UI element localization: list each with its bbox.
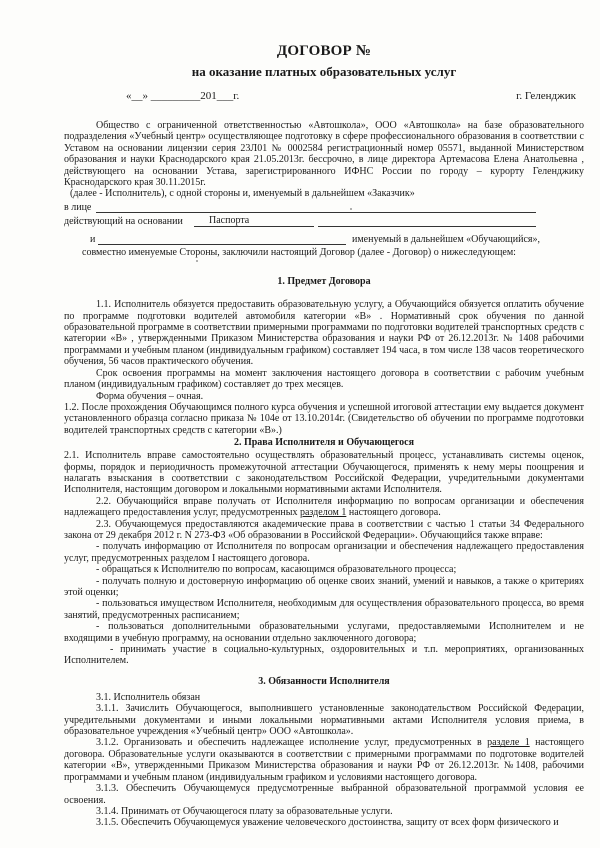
section-2-bullet-2: - обращаться к Исполнителю по вопросам, касающимся образовательного процесса;	[96, 564, 457, 576]
in-person-label: в лице	[64, 201, 92, 213]
date-line	[64, 90, 584, 106]
section-2-bullet-1: - получать информацию от Исполнителя по вопросам организации и обеспечения надлежащего предоставления услуг, предусмотренных разделом I настоящего договора.	[64, 541, 584, 564]
section-2-title: 2. Права Исполнителя и Обучающегося	[233, 437, 415, 449]
section-3-p2: 3.1.1. Зачислить Обучающегося, выполнившего установленные законодательством Российской Федерации, учредительными документами и иными локальными нормативными актами Исполнителя условия приема, в образовательное учреждения «Учебный центр» ООО «Автошкола».	[64, 703, 584, 738]
section-1-p2: Срок освоения программы на момент заключения настоящего договора в соответствии с рабочим учебным планом (индивидуальным графиком) составляет до трех месяцев.	[64, 367, 584, 391]
section-2-bullet-4: - пользоваться имуществом Исполнителя, необходимым для осуществления образовательного процесса, во время занятий, предусмотренных расписанием;	[64, 598, 584, 621]
contract-subtitle: на оказание платных образовательных услуг	[191, 64, 457, 79]
section-2-bullet-5: - пользоваться дополнительными образовательными услугами, предоставляемыми Исполнителем и не входящими в учебную программу, на основании отдельно заключенного договора;	[64, 621, 584, 644]
student-suffix: именуемый в дальнейшем «Обучающийся»,	[352, 233, 540, 245]
section-1-p3: Форма обучения – очная.	[96, 390, 204, 402]
section-2-p3: 2.3. Обучающемуся предоставляются академические права в соответствии с частью 1 статьи 34 Федерального закона от 29 декабря 2012 г. N 273-ФЗ «Об образовании в Российской Федерации». Обучающийся также вправе:	[64, 518, 584, 541]
section-3-p1: 3.1. Исполнитель обязан	[96, 691, 201, 703]
section-3-p3-start: 3.1.2. Организовать и обеспечить надлежащее исполнение услуг, предусмотренных в	[96, 737, 488, 749]
section-3-p3-link: разделе 1	[487, 737, 530, 749]
section-1-p4: 1.2. После прохождения Обучающимся полного курса обучения и успешной итоговой аттестации ему выдается документ установленного образца согласно приказа № 104е от 13.10.2014г. (Свидетельство об обучении по программе подготовки водителей транспортных средств с категории «В».)	[64, 401, 584, 436]
in-person-underline	[96, 212, 536, 213]
scan-speck	[350, 208, 352, 210]
section-2-p2-end: настоящего договора.	[346, 507, 441, 519]
section-1-title: 1. Предмет Договора	[277, 276, 371, 288]
acting-label: действующий на основании	[64, 215, 183, 227]
student-underline	[98, 244, 346, 245]
section-2-p1: 2.1. Исполнитель вправе самостоятельно осуществлять образовательный процесс, устанавливать системы оценок, формы, порядок и периодичность промежуточной аттестации Обучающегося, применять к нему меры поощрения и налагать взыскания в соответствии с законодательством Российской Федерации, учредительными документами Исполнителя, настоящим договором и локальными нормативными актами Исполнителя.	[64, 450, 584, 496]
student-field	[64, 232, 584, 246]
acting-field	[64, 214, 584, 228]
section-2-bullet-6: - принимать участие в социально-культурных, оздоровительных и т.п. мероприятиях, организованных Исполнителем.	[64, 644, 584, 667]
section-3-p5: 3.1.4. Принимать от Обучающегося плату за образовательные услуги.	[96, 805, 393, 817]
section-3-p3	[64, 737, 584, 783]
section-3-title: 3. Обязанности Исполнителя	[258, 675, 390, 687]
contract-date: «__» _________201___г.	[126, 90, 240, 102]
scan-speck	[196, 260, 198, 262]
section-3-p3-end: настоящего договора. Образовательные услуги оказываются в соответствии с примерными программами по подготовке водителей категории «В», утвержденными Приказом Министерства образования и науки РФ от 26.12.2013г. №1408, рабочими программами и учебным планом (индивидуальным графиком и условиями настоящего договора.	[64, 737, 584, 783]
student-prefix: и	[90, 233, 96, 245]
section-2-bullet-3: - получать полную и достоверную информацию об оценке своих знаний, умений и навыков, а также о критериях этой оценки;	[64, 575, 584, 598]
in-person-field	[64, 200, 584, 214]
acting-underline	[194, 226, 314, 227]
section-3-p4: 3.1.3. Обеспечить Обучающемуся предусмотренные выбранной образовательной программой условия ее освоения.	[64, 783, 584, 806]
section-2-p2	[64, 496, 584, 519]
section-3-p6: 3.1.5. Обеспечить Обучающемуся уважение человеческого достоинства, защиту от всех форм физического и	[96, 817, 559, 829]
section-2-p2-start: 2.2. Обучающийся вправе получать от Исполнителя информацию по вопросам организации и обеспечения надлежащего предоставления услуг, предусмотренных	[64, 495, 584, 519]
contract-title: ДОГОВОР №	[276, 43, 372, 59]
acting-value: Паспорта	[209, 214, 250, 226]
intro-paragraph: Общество с ограниченной ответственностью «Автошкола», ООО «Автошкола» на базе образовательного подразделения «Учебный центр» осуществляющее подготовку в сфере профессионального образования в соответствии с Уставом на основании лицензии серия 23Л01 № 0002584 регистрационный номер 05571, выданной Министерством образования и науки Краснодарского края 21.05.2013г. бессрочно, в лице директора Артемасова Елена Анатольевна , действующего на основании Устава, зарегистрированного ИФНС России по городу – курорту Геленджику Краснодарского края 30.11.2015г.	[64, 120, 584, 189]
executor-line: (далее - Исполнитель), с одной стороны и, именуемый в дальнейшем «Заказчик»	[70, 188, 415, 200]
acting-underline-2	[318, 226, 536, 227]
section-1-p1: 1.1. Исполнитель обязуется предоставить образовательную услугу, а Обучающийся обязуется оплатить обучение по программе подготовки водителей автомобиля категории «В» . Нормативный срок обучения по данной образовательной программе в соответствии примерными программами по подготовки водителей транспортных средств с категории «В» , утвержденными Приказом Министерства образования и науки РФ от 26.12.2013г. № 1408 рабочими программами и учебным планом (индивидуальным графиком) составляет 194 часа, в том числе 138 часов теоретического обучения, 56 часов практического обучения.	[64, 299, 584, 368]
contract-city: г. Геленджик	[516, 90, 576, 102]
parties-line: совместно именуемые Стороны, заключили настоящий Договор (далее - Договор) о нижеследующем:	[82, 246, 516, 258]
section-2-p2-link: разделом 1	[299, 507, 347, 519]
